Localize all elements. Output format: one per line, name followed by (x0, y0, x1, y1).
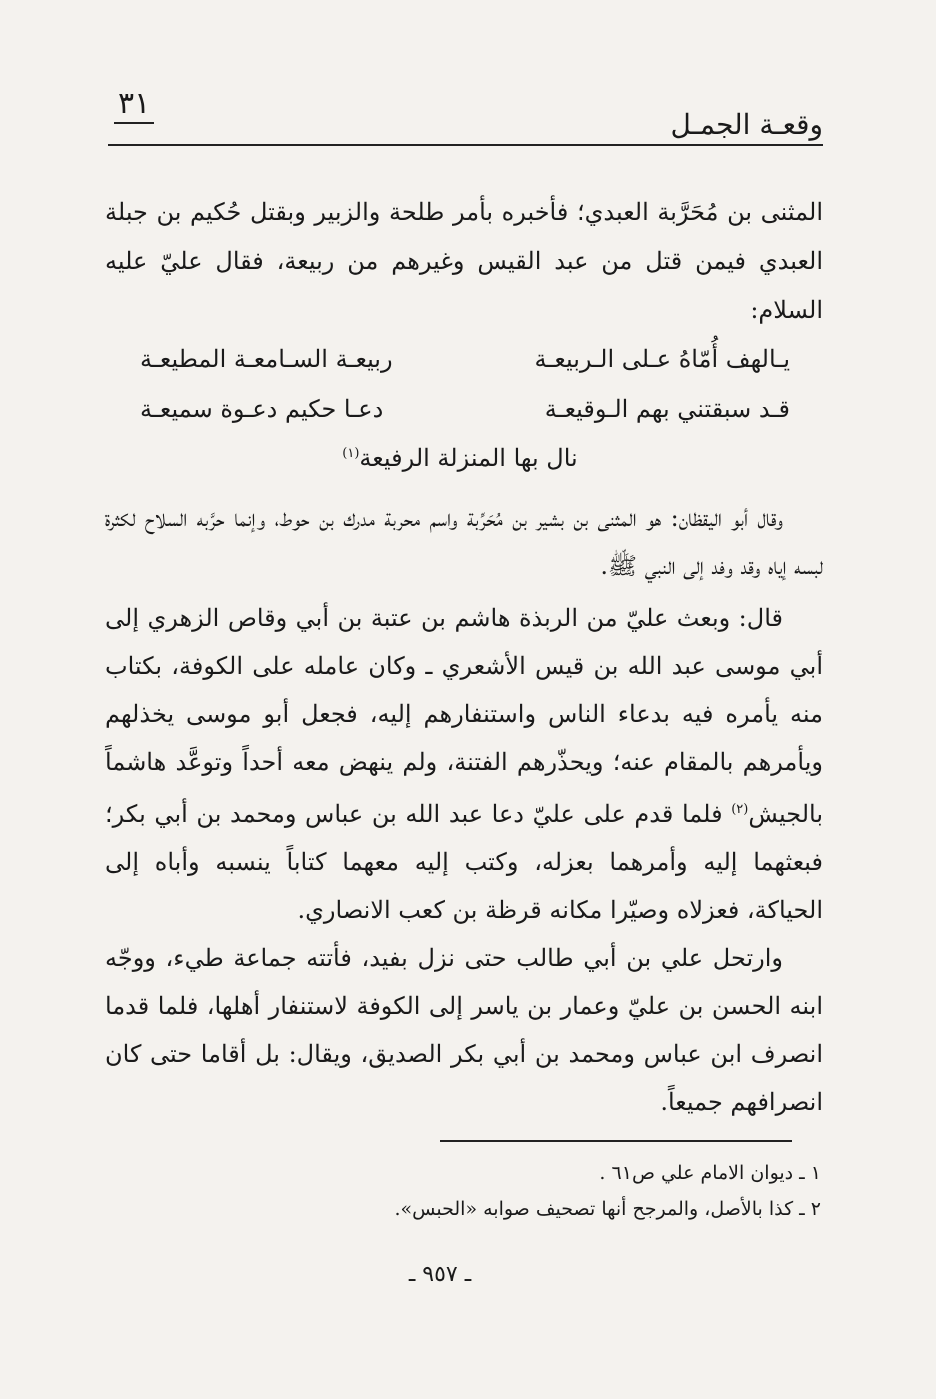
verse-1-first-hemistich: يـالهف أُمّاهُ عـلى الـربيعـة (534, 345, 790, 373)
running-title: وقعـة الجمـل (670, 108, 823, 141)
intro-paragraph (105, 188, 823, 335)
paragraph-abu-alyaqzan (105, 494, 823, 590)
header-number-underline (114, 122, 154, 124)
footnote-1: ١ ـ ديوان الامام علي ص٦١ . (599, 1162, 821, 1184)
verse-line-3 (340, 444, 580, 472)
footnote-2: ٢ ـ كذا بالأصل، والمرجح أنها تصحيف صوابه «الحبس». (394, 1198, 821, 1220)
verse-1-second-hemistich: ربيعـة السـامعـة المطيعـة (140, 345, 393, 373)
paragraph-3 (105, 594, 823, 934)
page-header (108, 78, 823, 148)
verse-2-second-hemistich: دعـا حكيم دعـوة سميعـة (140, 395, 384, 423)
header-rule (108, 144, 823, 146)
page-number-bottom: ـ ٩٥٧ ـ (408, 1262, 472, 1287)
footnotes (121, 1155, 821, 1227)
paragraph-departure (105, 934, 823, 1126)
paragraph-3-text-a: قال: وبعث عليّ من الربذة هاشم بن عتبة بن أبي وقاص الزهري إلى أبي موسى عبد الله بن قيس الأشعري ـ وكان عامله على الكوفة، بكتاب منه يأمره فيه بدعاء الناس واستنفارهم إليه، فجعل أبو موسى يخذلهم ويأمرهم بالمقام عنه؛ ويحذّرهم الفتنة، ولم ينهض معه أحداً وتوعَّد هاشماً بالجيش (105, 604, 823, 828)
footnote-ref-2: (٢) (731, 802, 749, 817)
footnote-rule (440, 1140, 792, 1142)
intro-text: المثنى بن مُحَرَّبة العبدي؛ فأخبره بأمر طلحة والزبير وبقتل حُكيم بن جبلة العبدي فيمن قتل من عبد القيس وغيرهم من ربيعة، فقال عليّ عليه السلام: (105, 198, 823, 324)
verse-line-2 (130, 395, 790, 443)
page-number-top: ٣١ (118, 86, 151, 121)
verse-3-text: نال بها المنزلة الرفيعة (359, 444, 578, 472)
paragraph-hashim (105, 594, 823, 934)
verse-line-1 (130, 345, 790, 393)
verse-2-first-hemistich: قـد سبقتني بهم الـوقيعـة (544, 395, 790, 423)
paragraph-2-text: وقال أبو اليقظان: هو المثنى بن بشير بن مُحَرِّبة واسم محربة مدرك بن حوط، وإنما حرَّبه السلاح لكثرة لبسه إياه وقد وفد إلى النبي ﷺ. (105, 504, 823, 580)
paragraph-4-text: وارتحل علي بن أبي طالب حتى نزل بفيد، فأتته جماعة طيء، ووجّه ابنه الحسن بن عليّ وعمار بن ياسر إلى الكوفة لاستنفار أهلها، فلما قدما انصرف ابن عباس ومحمد بن أبي بكر الصديق، ويقال: بل أقاما حتى كان انصرافهم جميعاً. (105, 944, 823, 1116)
footnote-ref-1: (١) (342, 446, 360, 461)
paragraph-3-text-b: فلما قدم على عليّ دعا عبد الله بن عباس ومحمد بن أبي بكر؛ فبعثهما إليه وأمرهما بعزله، وكتب إليه معهما كتاباً ينسبه وأباه إلى الحياكة، فعزلاه وصيّرا مكانه قرظة بن كعب الانصاري. (105, 800, 823, 924)
